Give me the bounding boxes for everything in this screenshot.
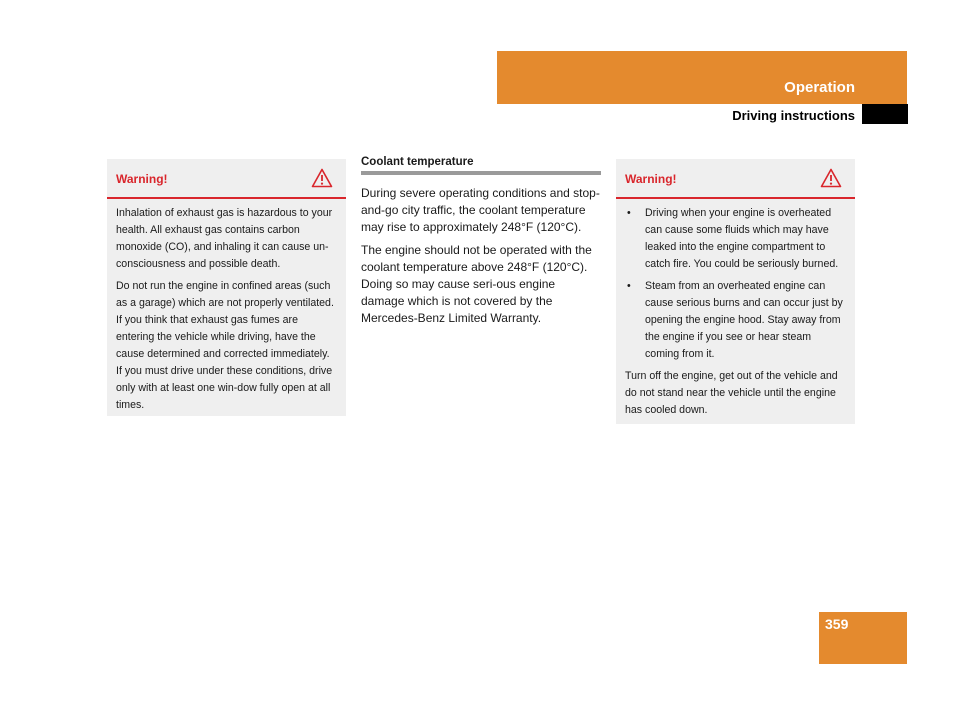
coolant-section	[361, 156, 601, 333]
warning-body	[107, 199, 346, 426]
warning-header	[616, 159, 855, 199]
warning-paragraph: Inhalation of exhaust gas is hazardous to your health. All exhaust gas contains carbon monoxide (CO), and inhaling it can cause un-consciousness and possible death.	[116, 207, 333, 270]
warning-bullet: • Steam from an overheated engine can cause serious burns and can occur just by opening the engine hood. Stay away from the engine if you see or hear steam coming from it.	[625, 278, 846, 363]
warning-header	[107, 159, 346, 199]
warning-paragraph: Do not run the engine in confined areas (such as a garage) which are not properly ventilated. If you think that exhaust gas fumes are entering the vehicle while driving, have the cause determined and corrected immediately. If you must drive under these conditions, drive only with at least one win-dow fully open at all times.	[116, 280, 334, 411]
warning-label: Warning!	[116, 172, 168, 186]
warning-bullet-list	[625, 205, 846, 363]
coolant-paragraph: The engine should not be operated with the coolant temperature above 248°F (120°C). Doing so may cause seri-ous engine damage which is not covered by the Mercedes-Benz Limited Warranty.	[361, 243, 592, 325]
warning-triangle-icon	[820, 168, 842, 188]
warning-label: Warning!	[625, 172, 677, 186]
page-number-box	[819, 612, 907, 664]
coolant-paragraph: During severe operating conditions and stop-and-go city traffic, the coolant temperature may rise to approximately 248°F (120°C).	[361, 186, 600, 234]
warning-bullet: • Driving when your engine is overheated can cause some fluids which may have leaked into the engine compartment to catch fire. You could be seriously burned.	[625, 205, 846, 273]
header-tab-marker	[862, 104, 908, 124]
warning-paragraph: Turn off the engine, get out of the vehicle and do not stand near the vehicle until the engine has cooled down.	[625, 370, 838, 416]
header-bar	[497, 51, 907, 104]
warning-box-overheat	[616, 159, 855, 424]
section-title: Operation	[784, 79, 855, 96]
warning-body	[616, 199, 855, 431]
page-number: 359	[825, 616, 849, 632]
coolant-heading: Coolant temperature	[361, 156, 601, 175]
warning-triangle-icon	[311, 168, 333, 188]
warning-box-exhaust	[107, 159, 346, 416]
subsection-title: Driving instructions	[732, 108, 855, 123]
